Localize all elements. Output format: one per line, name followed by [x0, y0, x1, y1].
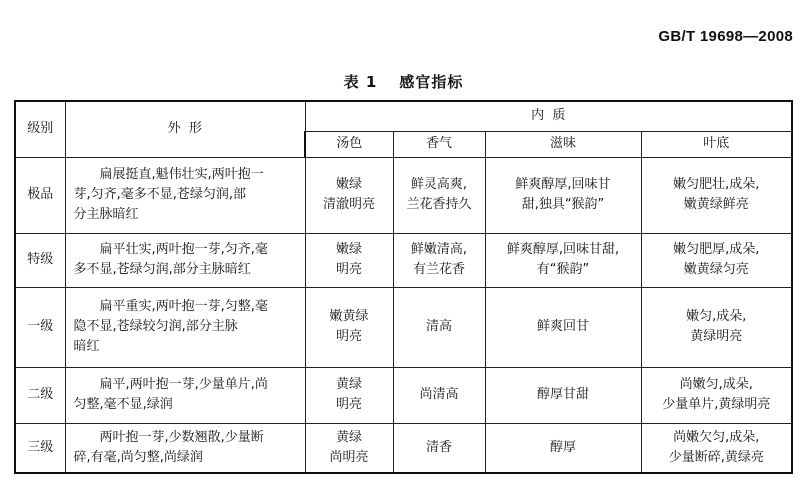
leaf-base-header: 叶底	[641, 131, 792, 157]
shape-line: 芽,匀齐,毫多不显,苍绿匀润,部	[73, 187, 247, 202]
shape-cell	[65, 233, 305, 287]
leaf-base-line: 嫩匀,成朵,	[686, 309, 747, 324]
shape-cell	[65, 423, 305, 473]
aroma-cell	[393, 157, 485, 233]
grade-cell: 二级	[15, 367, 65, 423]
aroma-cell	[393, 367, 485, 423]
standard-code: GB/T 19698—2008	[658, 28, 793, 45]
leaf-base-line: 少量断碎,黄绿亮	[668, 449, 764, 465]
leaf-base-cell	[641, 233, 792, 287]
aroma-line: 清高	[425, 319, 452, 334]
taste-line: 有“猴韵”	[536, 262, 590, 277]
liquor-color-line: 嫩绿	[335, 177, 362, 192]
liquor-color-cell	[305, 233, 393, 287]
liquor-color-header: 汤色	[305, 131, 393, 157]
shape-line: 分主脉暗红	[73, 207, 139, 222]
taste-line: 醇厚	[549, 439, 576, 455]
shape-line: 扁展挺直,魁伟壮实,两叶抱一	[99, 167, 264, 182]
leaf-base-cell	[641, 423, 792, 473]
taste-line: 醇厚甘甜	[536, 387, 589, 402]
shape-line: 多不显,苍绿匀润,部分主脉暗红	[73, 262, 251, 277]
leaf-base-cell	[641, 367, 792, 423]
inner-quality-header: 内 质	[305, 101, 792, 131]
grade-header: 级别	[15, 101, 65, 157]
taste-cell	[485, 367, 641, 423]
liquor-color-line: 黄绿	[335, 429, 362, 445]
table-row	[15, 367, 792, 423]
leaf-base-line: 黄绿明亮	[690, 329, 743, 344]
liquor-color-cell	[305, 287, 393, 367]
grade-cell: 三级	[15, 423, 65, 473]
table-label: 表 1	[343, 73, 378, 91]
shape-line: 扁平重实,两叶抱一芽,匀整,毫	[99, 299, 268, 314]
liquor-color-cell	[305, 367, 393, 423]
shape-line: 两叶抱一芽,少数翘散,少量断	[99, 429, 264, 445]
shape-header: 外 形	[65, 101, 305, 157]
aroma-header: 香气	[393, 131, 485, 157]
leaf-base-line: 嫩匀肥厚,成朵,	[673, 242, 760, 257]
leaf-base-line: 嫩匀肥壮,成朵,	[673, 177, 760, 192]
leaf-base-line: 嫩黄绿匀亮	[683, 262, 749, 277]
grade-cell: 特级	[15, 233, 65, 287]
leaf-base-line: 尚嫩匀,成朵,	[679, 377, 753, 392]
taste-line: 鲜爽醇厚,回味甘甜,	[506, 242, 620, 257]
leaf-base-line: 少量单片,黄绿明亮	[662, 397, 771, 412]
grade-cell: 一级	[15, 287, 65, 367]
shape-cell	[65, 367, 305, 423]
shape-line: 扁平壮实,两叶抱一芽,匀齐,毫	[99, 242, 268, 257]
aroma-line: 清香	[425, 439, 452, 455]
table-row	[15, 287, 792, 367]
table-title: 感官指标	[399, 73, 464, 91]
shape-cell	[65, 157, 305, 233]
aroma-cell	[393, 287, 485, 367]
leaf-base-cell	[641, 157, 792, 233]
liquor-color-line: 黄绿	[335, 377, 362, 392]
liquor-color-cell	[305, 157, 393, 233]
shape-line: 隐不显,苍绿较匀润,部分主脉	[73, 319, 238, 334]
aroma-cell	[393, 233, 485, 287]
leaf-base-cell	[641, 287, 792, 367]
liquor-color-line: 明亮	[335, 329, 362, 344]
table-row	[15, 233, 792, 287]
liquor-color-cell	[305, 423, 393, 473]
aroma-line: 尚清高	[419, 387, 459, 402]
taste-line: 鲜爽醇厚,回味甘	[515, 177, 611, 192]
shape-cell	[65, 287, 305, 367]
leaf-base-line: 嫩黄绿鲜亮	[683, 197, 749, 212]
grade-cell: 极品	[15, 157, 65, 233]
taste-cell	[485, 423, 641, 473]
taste-cell	[485, 157, 641, 233]
table-row	[15, 423, 792, 473]
liquor-color-line: 嫩黄绿	[329, 309, 369, 324]
liquor-color-line: 清澈明亮	[322, 197, 375, 212]
sensory-index-table	[14, 100, 793, 474]
shape-line: 扁平,两叶抱一芽,少量单片,尚	[99, 377, 268, 392]
liquor-color-line: 明亮	[335, 397, 362, 412]
shape-line: 碎,有毫,尚匀整,尚绿润	[73, 449, 203, 465]
taste-line: 甜,独具“猴韵”	[521, 197, 605, 212]
aroma-line: 鲜灵高爽,	[410, 177, 468, 192]
taste-line: 鲜爽回甘	[536, 319, 589, 334]
shape-line: 匀整,毫不显,绿润	[73, 397, 173, 412]
taste-cell	[485, 233, 641, 287]
taste-cell	[485, 287, 641, 367]
liquor-color-line: 尚明亮	[329, 449, 369, 465]
aroma-line: 有兰花香	[412, 262, 465, 277]
header-row	[15, 101, 792, 131]
leaf-base-line: 尚嫩欠匀,成朵,	[673, 429, 760, 445]
aroma-line: 鲜嫩清高,	[410, 242, 468, 257]
table-row	[15, 157, 792, 233]
aroma-line: 兰花香持久	[406, 197, 472, 212]
liquor-color-line: 明亮	[335, 262, 362, 277]
aroma-cell	[393, 423, 485, 473]
table-caption	[0, 71, 807, 92]
shape-line: 暗红	[73, 339, 100, 354]
taste-header: 滋味	[485, 131, 641, 157]
liquor-color-line: 嫩绿	[335, 242, 362, 257]
